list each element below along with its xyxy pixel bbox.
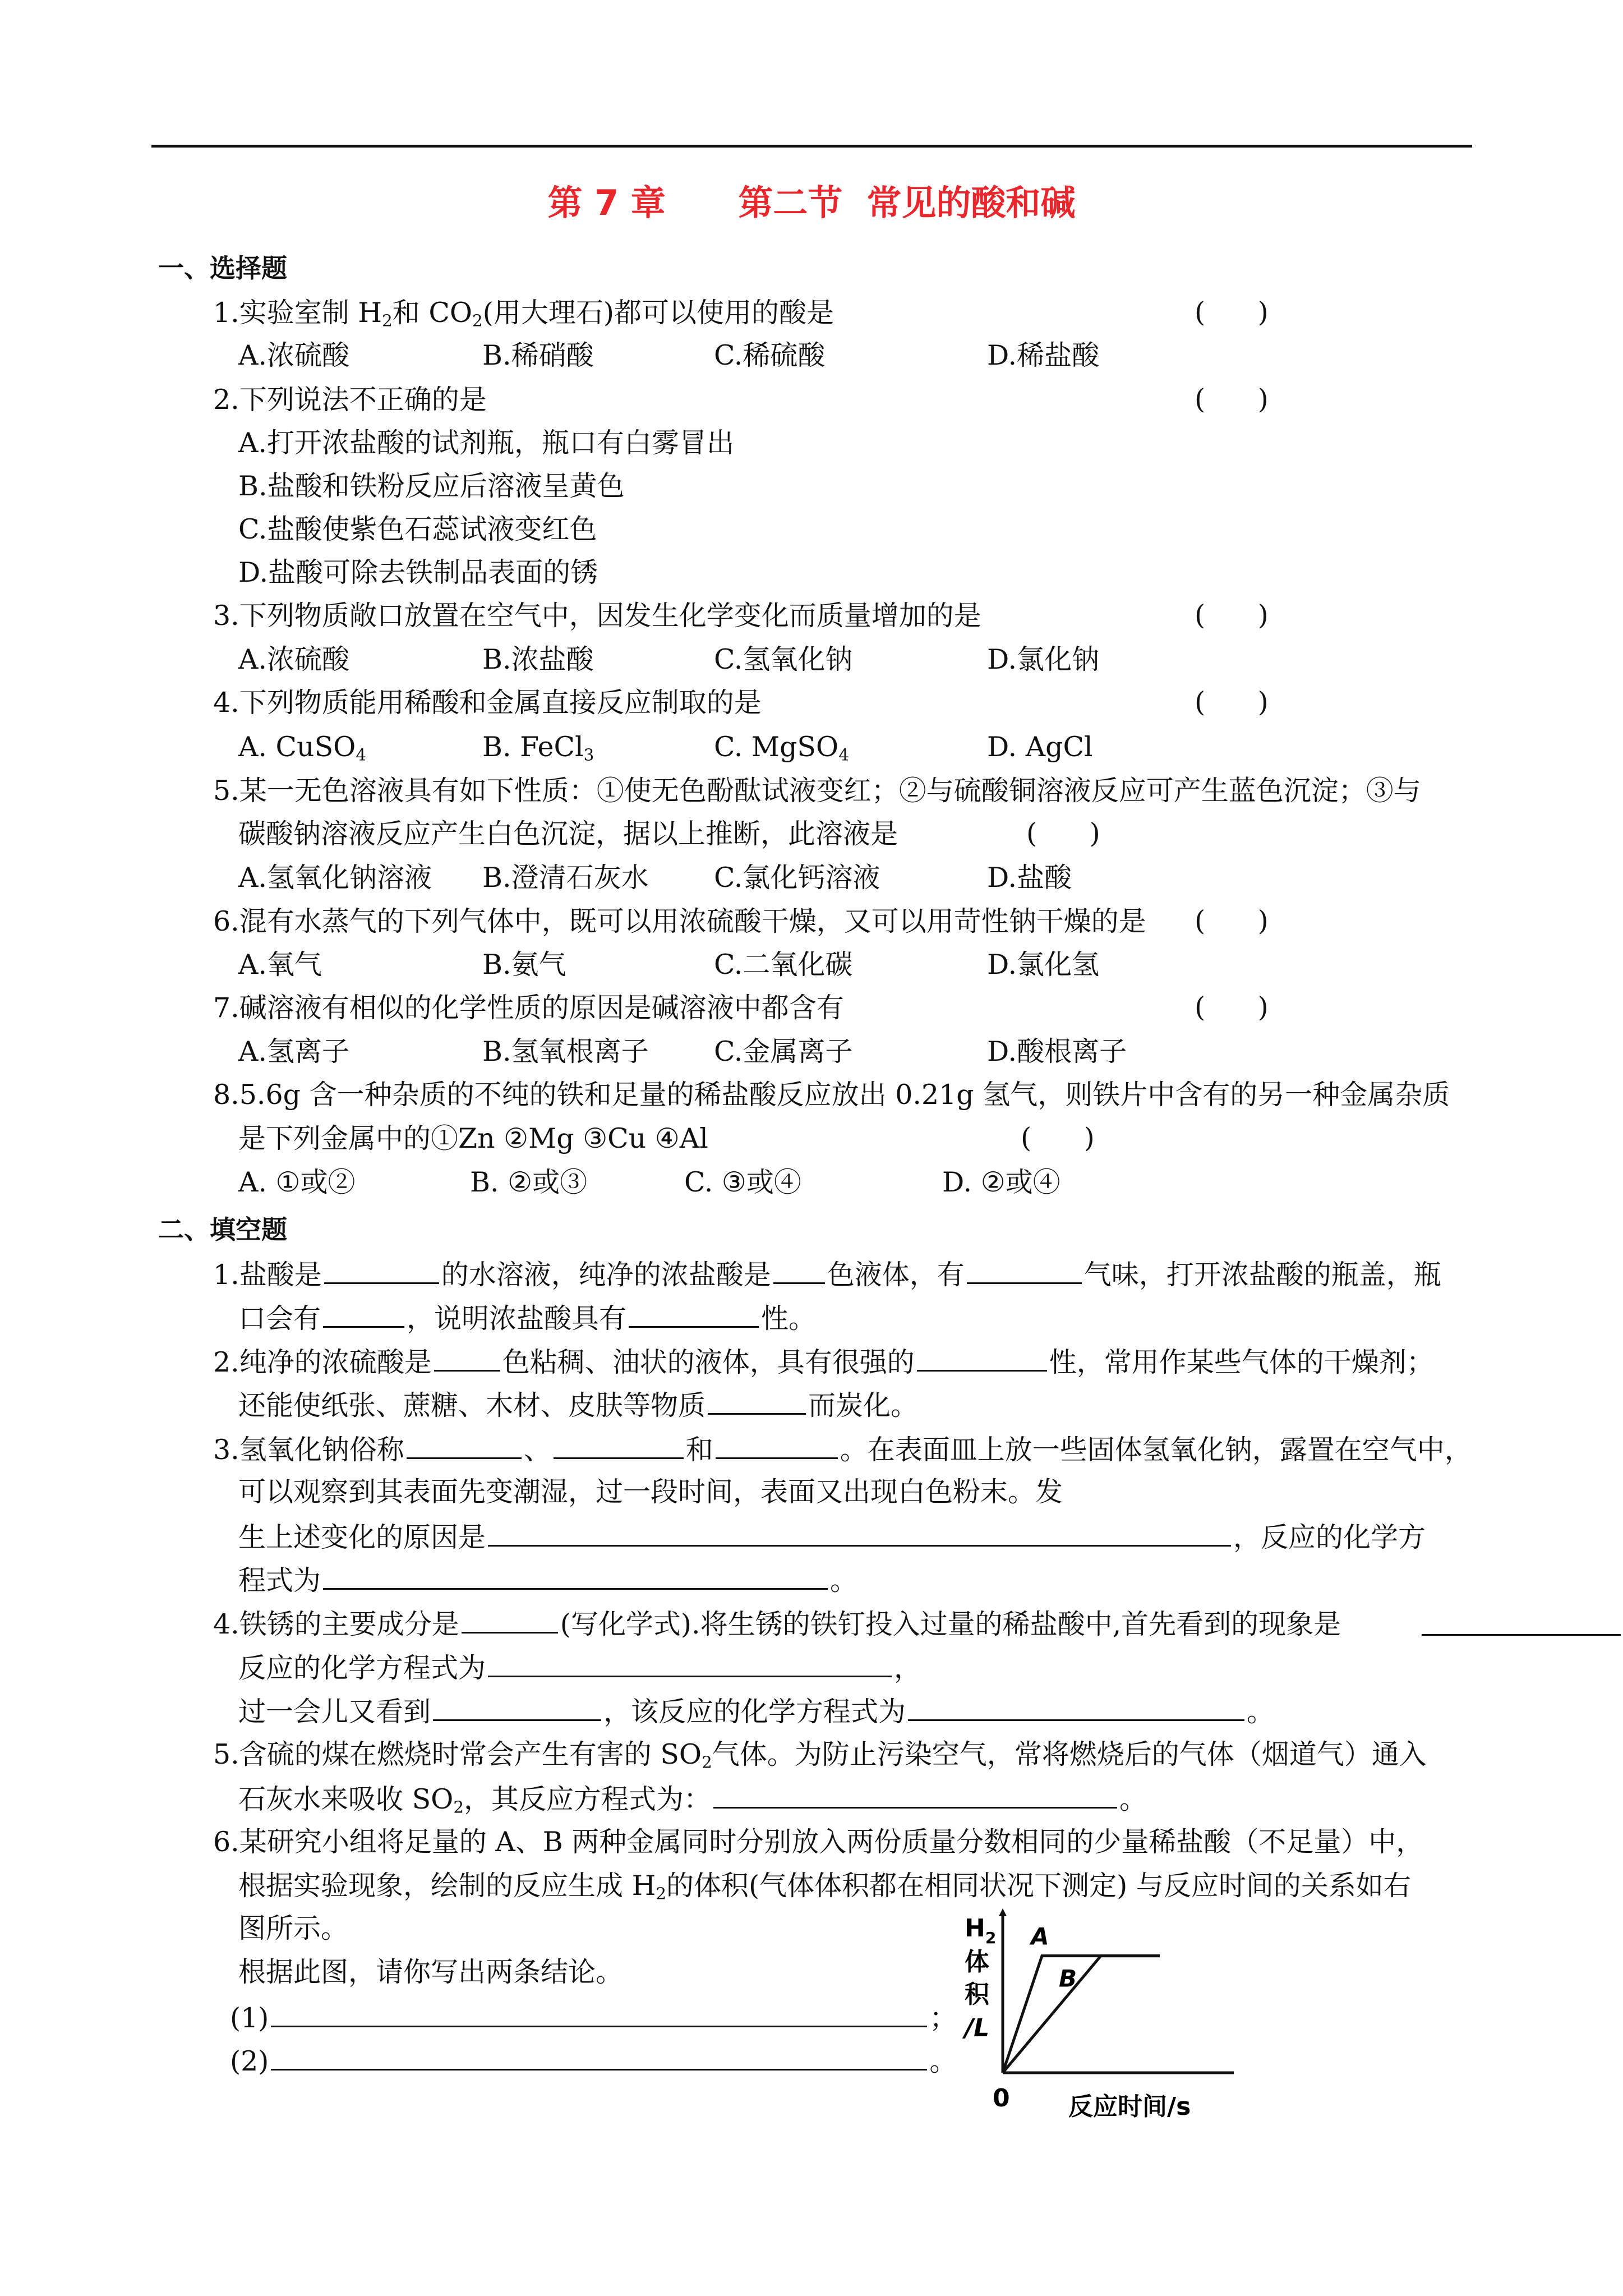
question-2-stem: 2.下列说法不正确的是 (213, 384, 487, 416)
y-axis-label-h: $H_2$ (965, 1914, 997, 1947)
blank[interactable] (462, 1606, 558, 1634)
question-8-stem: 8.5.6g 含一种杂质的不纯的铁和足量的稀盐酸反应放出 0.21g 氢气，则铁片中含有的另一种金属杂质 (213, 1079, 1450, 1111)
blank[interactable] (716, 1432, 838, 1459)
answer-paren-6[interactable]: ( ) (1195, 905, 1269, 937)
blank[interactable] (554, 1432, 684, 1459)
option-1d: D.稀盐酸 (987, 339, 1100, 371)
blank[interactable] (434, 1344, 500, 1372)
series-line-a (1003, 1956, 1160, 2073)
fill-1-line1: 1.盐酸是 的水溶液，纯净的浓盐酸是 色液体，有 气味，打开浓盐酸的瓶盖，瓶 (213, 1257, 1441, 1292)
y-axis-label-3: 积 (965, 1980, 989, 2009)
answer-paren-7[interactable]: ( ) (1195, 991, 1269, 1023)
option-2c: C.盐酸使紫色石蕊试液变红色 (238, 513, 597, 545)
option-3b: B.浓盐酸 (482, 643, 594, 675)
option-6b: B.氨气 (482, 949, 566, 981)
answer-paren-3[interactable]: ( ) (1195, 599, 1269, 631)
fill-6-line2: 根据实验现象，绘制的反应生成 $H_2$的体积(气体体积都在相同状况下测定) 与反应时间的关系如右 (238, 1870, 1411, 1903)
fill-5-line1: 5.含硫的煤在燃烧时常会产生有害的 $SO_2$气体。为防止污染空气，常将燃烧后的气体（烟道气）通入 (213, 1738, 1427, 1772)
blank[interactable] (324, 1257, 439, 1284)
answer-paren-4[interactable]: ( ) (1195, 686, 1269, 718)
fill-3-line4: 程式为 。 (238, 1562, 857, 1598)
option-5d: D.盐酸 (987, 862, 1072, 894)
option-1b: B.稀硝酸 (482, 339, 594, 371)
fill-6-line3: 图所示。 (238, 1912, 349, 1944)
blank[interactable] (967, 1257, 1082, 1284)
fill-3-line1: 3.氢氧化钠俗称 、 和 。在表面皿上放一些固体氢氧化钠，露置在空气中， (213, 1432, 1472, 1467)
conclusion-1: (1) ； (230, 2000, 957, 2035)
blank[interactable] (908, 1694, 1244, 1721)
option-8b: B. ②或③ (470, 1166, 588, 1198)
option-1a: A.浓硫酸 (238, 339, 349, 371)
option-8a: A. ①或② (238, 1166, 356, 1198)
option-5c: C.氯化钙溶液 (714, 862, 880, 894)
h2-volume-chart (920, 1902, 1234, 2126)
blank[interactable] (323, 1300, 404, 1328)
option-7d: D.酸根离子 (987, 1036, 1127, 1068)
answer-paren-8[interactable]: ( ) (1021, 1122, 1095, 1154)
option-2d: D.盐酸可除去铁制品表面的锈 (238, 556, 598, 588)
fill-3-line2: 可以观察到其表面先变潮湿，过一段时间，表面又出现白色粉末。发 (238, 1476, 1063, 1508)
question-6-stem: 6.混有水蒸气的下列气体中，既可以用浓硫酸干燥，又可以用苛性钠干燥的是 (213, 905, 1146, 937)
series-label-a: A (1031, 1922, 1049, 1950)
fill-4-line3: 过一会儿又看到 ，该反应的化学方程式为 。 (238, 1694, 1274, 1729)
blank[interactable] (407, 1432, 522, 1459)
blank[interactable] (629, 1300, 759, 1328)
x-axis-label: 反应时间/s (1068, 2092, 1191, 2121)
fill-6-line4: 根据此图，请你写出两条结论。 (238, 1956, 624, 1988)
question-5-stem-line2: 碳酸钠溶液反应产生白色沉淀，据以上推断，此溶液是 (238, 818, 898, 850)
answer-paren-2[interactable]: ( ) (1195, 383, 1269, 415)
question-3-stem: 3.下列物质敞口放置在空气中，因发生化学变化而质量增加的是 (213, 600, 981, 632)
blank[interactable] (488, 1650, 892, 1677)
option-7b: B.氢氧根离子 (482, 1036, 649, 1068)
fill-5-line2: 石灰水来吸收 $SO_2$，其反应方程式为： 。 (238, 1781, 1147, 1816)
option-2b: B.盐酸和铁粉反应后溶液呈黄色 (238, 470, 625, 502)
conclusion-1-blank[interactable] (271, 2000, 927, 2027)
option-5b: B.澄清石灰水 (482, 862, 649, 894)
question-4-stem: 4.下列物质能用稀酸和金属直接反应制取的是 (213, 687, 762, 719)
option-8c: C. ③或④ (684, 1166, 801, 1198)
option-4d: D. AgCl (987, 731, 1093, 763)
fill-4-line1: 4.铁锈的主要成分是 (写化学式).将生锈的铁钉投入过量的稀盐酸中,首先看到的现象是 (213, 1606, 1341, 1641)
series-layer (1003, 1923, 1160, 2073)
section-heading-choice: 一、选择题 (158, 253, 287, 283)
blank[interactable] (713, 1781, 1117, 1809)
option-3c: C.氢氧化钠 (714, 643, 853, 675)
option-3a: A.浓硫酸 (238, 643, 349, 675)
series-label-b: B (1059, 1964, 1077, 1993)
option-4c: C. MgSO$_4$ (714, 731, 849, 765)
conclusion-2-blank[interactable] (271, 2043, 927, 2070)
option-4b: B. FeCl$_3$ (482, 731, 594, 765)
blank[interactable] (433, 1694, 601, 1721)
fill-4-line2: 反应的化学方程式为 ， (238, 1650, 921, 1685)
option-7c: C.金属离子 (714, 1036, 853, 1068)
fill-4-phenomenon-blank[interactable] (1422, 1634, 1621, 1636)
option-6c: C.二氧化碳 (714, 949, 853, 981)
answer-paren-1[interactable]: ( ) (1195, 296, 1269, 328)
header-rule (151, 145, 1472, 148)
blank[interactable] (323, 1562, 828, 1590)
option-1c: C.稀硫酸 (714, 339, 826, 371)
option-5a: A.氢氧化钠溶液 (238, 862, 432, 894)
question-1-stem: 1.实验室制 $H_2$和 $CO_2$(用大理石)都可以使用的酸是 (213, 297, 834, 330)
option-7a: A.氢离子 (238, 1036, 349, 1068)
conclusion-2: (2) 。 (230, 2043, 957, 2078)
question-8-stem-line2: 是下列金属中的①Zn ②Mg ③Cu ④Al (238, 1122, 708, 1154)
option-2a: A.打开浓盐酸的试剂瓶，瓶口有白雾冒出 (238, 427, 734, 459)
fill-6-line1: 6.某研究小组将足量的 A、B 两种金属同时分别放入两份质量分数相同的少量稀盐酸（不足量）中， (213, 1826, 1424, 1858)
blank[interactable] (917, 1344, 1047, 1372)
option-3d: D.氯化钠 (987, 643, 1100, 675)
y-axis-label-4: /L (965, 2014, 990, 2042)
fill-2-line2: 还能使纸张、蔗糖、木材、皮肤等物质 而炭化。 (238, 1387, 918, 1423)
blank[interactable] (773, 1257, 825, 1284)
option-4a: A. CuSO$_4$ (238, 731, 367, 765)
fill-1-line2: 口会有 ，说明浓盐酸具有 性。 (238, 1300, 816, 1336)
question-7-stem: 7.碱溶液有相似的化学性质的原因是碱溶液中都含有 (213, 992, 844, 1024)
section-heading-fill: 二、填空题 (158, 1214, 287, 1245)
question-5-stem: 5.某一无色溶液具有如下性质：①使无色酚酞试液变红；②与硫酸铜溶液反应可产生蓝色沉淀；③与 (213, 775, 1421, 807)
blank[interactable] (488, 1519, 1231, 1547)
fill-3-line3: 生上述变化的原因是 ，反应的化学方 (238, 1519, 1426, 1554)
page-title: 第 7 章 第二节 常见的酸和碱 (547, 182, 1076, 223)
option-6a: A.氧气 (238, 949, 322, 981)
answer-paren-5[interactable]: ( ) (1026, 817, 1100, 849)
origin-label: 0 (993, 2084, 1010, 2113)
option-8d: D. ②或④ (942, 1166, 1061, 1198)
blank[interactable] (708, 1387, 806, 1415)
series-line-b (1003, 1956, 1160, 2073)
y-axis-label-2: 体 (965, 1948, 989, 1976)
fill-2-line1: 2.纯净的浓硫酸是 色粘稠、油状的液体，具有很强的 性，常用作某些气体的干燥剂； (213, 1344, 1434, 1379)
option-6d: D.氯化氢 (987, 949, 1100, 981)
